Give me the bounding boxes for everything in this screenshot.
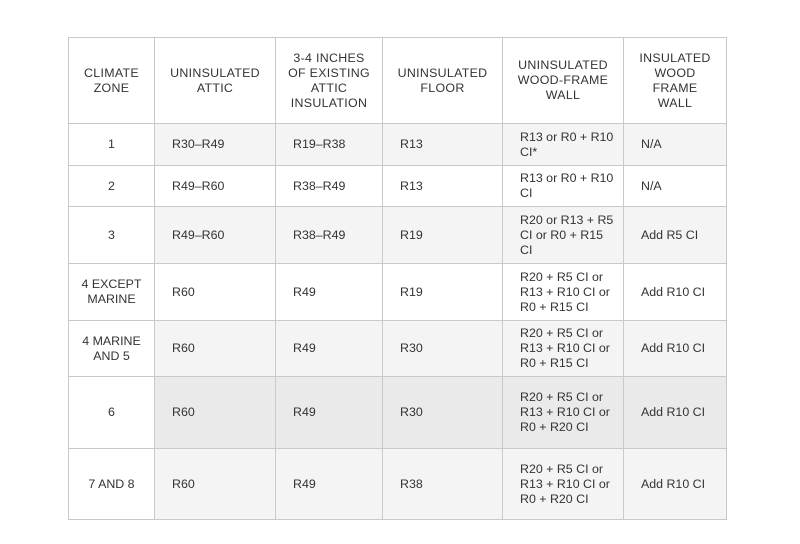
- insulated-wall-cell: N/A: [624, 124, 727, 166]
- uninsulated-floor-cell: R13: [383, 124, 503, 166]
- table-row: [69, 449, 727, 520]
- uninsulated-wall-cell: R20 + R5 CI or R13 + R10 CI or R0 + R15 CI: [503, 264, 624, 321]
- existing-attic-insulation-cell: R49: [276, 377, 383, 449]
- header-insulated-wood-frame-wall: INSULATED WOOD FRAME WALL: [624, 38, 727, 124]
- table-row: [69, 321, 727, 377]
- uninsulated-wall-cell: R20 + R5 CI or R13 + R10 CI or R0 + R20 CI: [503, 377, 624, 449]
- uninsulated-floor-cell: R38: [383, 449, 503, 520]
- table-row: [69, 377, 727, 449]
- insulated-wall-cell: N/A: [624, 166, 727, 207]
- header-uninsulated-wood-frame-wall: UNINSULATED WOOD-FRAME WALL: [503, 38, 624, 124]
- insulated-wall-cell: Add R5 CI: [624, 207, 727, 264]
- climate-zone-cell: 7 AND 8: [69, 449, 155, 520]
- existing-attic-insulation-cell: R38–R49: [276, 166, 383, 207]
- insulated-wall-cell: Add R10 CI: [624, 377, 727, 449]
- insulated-wall-cell: Add R10 CI: [624, 264, 727, 321]
- uninsulated-wall-cell: R20 + R5 CI or R13 + R10 CI or R0 + R20 CI: [503, 449, 624, 520]
- climate-zone-cell: 4 MARINE AND 5: [69, 321, 155, 377]
- uninsulated-floor-cell: R19: [383, 264, 503, 321]
- table-header: [69, 38, 727, 124]
- uninsulated-wall-cell: R20 + R5 CI or R13 + R10 CI or R0 + R15 CI: [503, 321, 624, 377]
- table-body: [69, 124, 727, 520]
- uninsulated-attic-cell: R60: [155, 449, 276, 520]
- climate-zone-cell: 1: [69, 124, 155, 166]
- existing-attic-insulation-cell: R38–R49: [276, 207, 383, 264]
- uninsulated-attic-cell: R49–R60: [155, 207, 276, 264]
- climate-zone-cell: 3: [69, 207, 155, 264]
- uninsulated-floor-cell: R30: [383, 321, 503, 377]
- table-row: [69, 124, 727, 166]
- existing-attic-insulation-cell: R19–R38: [276, 124, 383, 166]
- table-row: [69, 264, 727, 321]
- uninsulated-attic-cell: R60: [155, 264, 276, 321]
- uninsulated-wall-cell: R13 or R0 + R10 CI: [503, 166, 624, 207]
- uninsulated-floor-cell: R19: [383, 207, 503, 264]
- table-row: [69, 207, 727, 264]
- header-row: [69, 38, 727, 124]
- header-uninsulated-floor: UNINSULATED FLOOR: [383, 38, 503, 124]
- header-existing-attic-insulation: 3-4 INCHES OF EXISTING ATTIC INSULATION: [276, 38, 383, 124]
- existing-attic-insulation-cell: R49: [276, 264, 383, 321]
- uninsulated-attic-cell: R60: [155, 321, 276, 377]
- header-uninsulated-attic: UNINSULATED ATTIC: [155, 38, 276, 124]
- existing-attic-insulation-cell: R49: [276, 321, 383, 377]
- uninsulated-floor-cell: R30: [383, 377, 503, 449]
- table-row: [69, 166, 727, 207]
- uninsulated-wall-cell: R20 or R13 + R5 CI or R0 + R15 CI: [503, 207, 624, 264]
- insulated-wall-cell: Add R10 CI: [624, 321, 727, 377]
- uninsulated-attic-cell: R49–R60: [155, 166, 276, 207]
- insulation-r-value-table: [68, 37, 727, 520]
- uninsulated-attic-cell: R30–R49: [155, 124, 276, 166]
- existing-attic-insulation-cell: R49: [276, 449, 383, 520]
- header-climate-zone: CLIMATE ZONE: [69, 38, 155, 124]
- uninsulated-wall-cell: R13 or R0 + R10 CI*: [503, 124, 624, 166]
- climate-zone-cell: 4 EXCEPT MARINE: [69, 264, 155, 321]
- uninsulated-floor-cell: R13: [383, 166, 503, 207]
- climate-zone-cell: 6: [69, 377, 155, 449]
- uninsulated-attic-cell: R60: [155, 377, 276, 449]
- insulated-wall-cell: Add R10 CI: [624, 449, 727, 520]
- climate-zone-cell: 2: [69, 166, 155, 207]
